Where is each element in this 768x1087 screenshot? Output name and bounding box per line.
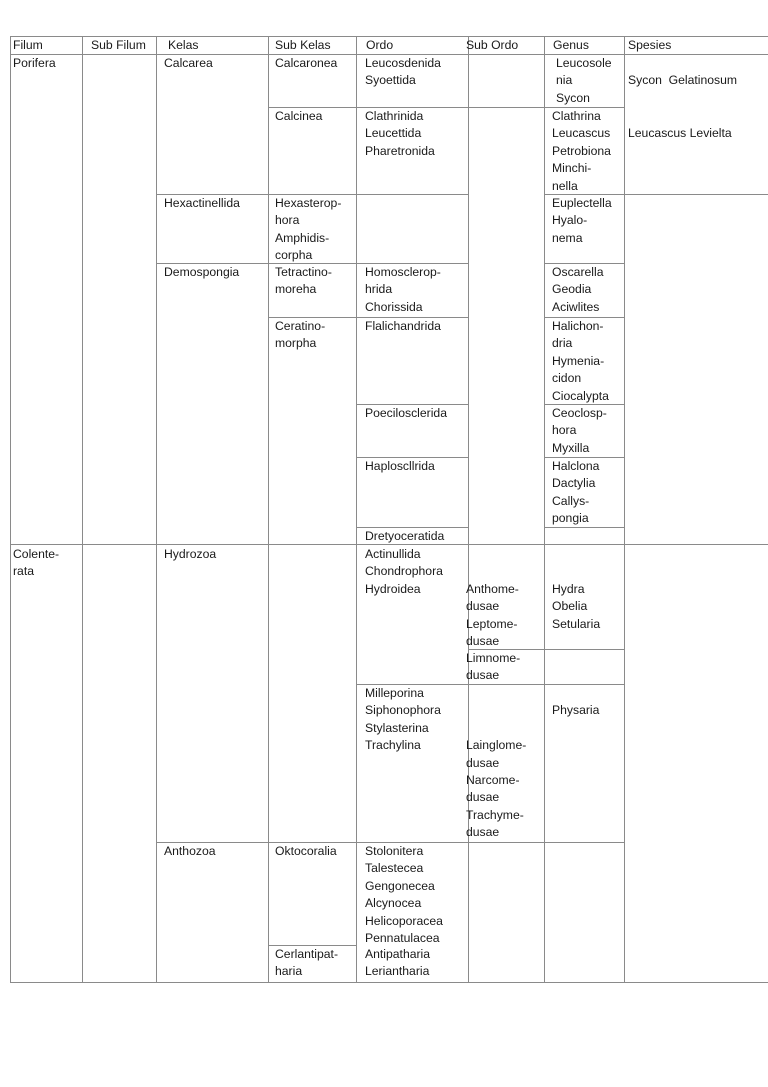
ordo-line: Gengonecea	[365, 878, 435, 893]
genus-line: Ceoclosp-	[552, 406, 607, 420]
col-border	[544, 36, 545, 982]
genus-line: hora	[552, 423, 577, 438]
ordo-line: Actinullida	[365, 547, 421, 561]
ordo-poecilosclerida: Poecilosclerida	[365, 406, 447, 420]
genus-line: Hyalo-	[552, 213, 588, 228]
genus-line: Leucascus	[552, 126, 611, 141]
kelas-hexactinellida: Hexactinellida	[164, 196, 240, 210]
genus-line: Ciocalypta	[552, 388, 609, 403]
ordo-line: Helicoporacea	[365, 913, 443, 928]
ordo-line: Hydroidea	[365, 581, 421, 596]
ordo-line: hrida	[365, 282, 393, 297]
sub-ordo-line: dusae	[466, 790, 500, 805]
ordo-line: Alcynocea	[365, 896, 422, 911]
filum-porifera: Porifera	[13, 56, 56, 70]
genus-line: dria	[552, 336, 573, 351]
col-border	[356, 36, 357, 982]
sub-kelas-line: Amphidis-	[275, 230, 330, 245]
ordo-dretyoceratida: Dretyoceratida	[365, 529, 445, 543]
sub-kelas-line: haria	[275, 964, 303, 979]
col-border	[268, 36, 269, 982]
sub-ordo-line: dusae	[466, 599, 500, 614]
col-border	[624, 36, 625, 982]
genus-line: Leucosole	[556, 56, 612, 70]
ordo-line: Chorissida	[365, 299, 423, 314]
genus-line: Euplectella	[552, 196, 612, 210]
genus-line: Clathrina	[552, 109, 601, 123]
ordo-line: Milleporina	[365, 686, 424, 700]
sub-kelas-calcinea: Calcinea	[275, 109, 323, 123]
sub-ordo-line: Narcome-	[466, 773, 520, 787]
sub-ordo-line: dusae	[466, 755, 500, 770]
header-genus: Genus	[553, 38, 589, 52]
ordo-line: Leucettida	[365, 126, 422, 141]
genus-line: Setularia	[552, 616, 601, 631]
ordo-line: Talestecea	[365, 861, 424, 876]
header-filum: Filum	[13, 38, 43, 52]
genus-line: Oscarella	[552, 265, 604, 279]
header-ordo: Ordo	[366, 38, 394, 52]
ordo-line: Leriantharia	[365, 964, 430, 979]
sub-kelas-oktocoralia: Oktocoralia	[275, 844, 337, 858]
sub-kelas-line: Hexasterop-	[275, 196, 342, 210]
header-spesies: Spesies	[628, 38, 672, 52]
sub-ordo-line: Limnome-	[466, 651, 521, 665]
genus-line: Halclona	[552, 459, 600, 473]
sub-kelas-line: corpha	[275, 248, 313, 263]
genus-line: nema	[552, 230, 583, 245]
kelas-anthozoa: Anthozoa	[164, 844, 216, 858]
genus-line: Obelia	[552, 599, 588, 614]
col-border	[10, 36, 11, 982]
genus-line: Petrobiona	[552, 143, 611, 158]
sub-kelas-line: Cerlantipat-	[275, 947, 338, 961]
sub-ordo-line: dusae	[466, 825, 500, 840]
header-kelas: Kelas	[168, 38, 199, 52]
genus-line: Myxilla	[552, 440, 590, 455]
ordo-line: Siphonophora	[365, 703, 441, 718]
table-bottom-border	[10, 982, 768, 983]
genus-line: Minchi-	[552, 161, 592, 176]
ordo-line: Pennatulacea	[365, 931, 440, 945]
ordo-line: Homosclerop-	[365, 265, 441, 279]
ordo-flalichandrida: Flalichandrida	[365, 319, 441, 333]
sub-ordo-line: Leptome-	[466, 616, 518, 631]
sub-ordo-line: dusae	[466, 634, 500, 648]
kelas-calcarea: Calcarea	[164, 56, 213, 70]
ordo-line: Syoettida	[365, 73, 416, 88]
sub-kelas-calcaronea: Calcaronea	[275, 56, 338, 70]
sub-ordo-line: Lainglome-	[466, 738, 527, 753]
genus-line: Hydra	[552, 581, 585, 596]
sub-kelas-line: Tetractino-	[275, 265, 332, 279]
genus-physaria: Physaria	[552, 703, 600, 718]
sub-ordo-line: dusae	[466, 668, 500, 683]
kelas-demospongia: Demospongia	[164, 265, 240, 279]
sub-kelas-line: morpha	[275, 336, 317, 351]
genus-line: pongia	[552, 511, 589, 526]
genus-line: Dactylia	[552, 476, 596, 491]
ordo-haploscllrida: Haploscllrida	[365, 459, 435, 473]
ordo-line: Clathrinida	[365, 109, 424, 123]
filum-line: Colente-	[13, 547, 60, 561]
spesies-leucascus-levielta: Leucascus Levielta	[628, 126, 732, 141]
header-sub-kelas: Sub Kelas	[275, 38, 331, 52]
genus-line: cidon	[552, 371, 582, 386]
spesies-sycon-gelatinosum: Sycon Gelatinosum	[628, 73, 738, 88]
ordo-line: Antipatharia	[365, 947, 431, 961]
genus-line: Callys-	[552, 493, 590, 508]
col-border	[82, 36, 83, 982]
genus-line: nia	[556, 73, 573, 88]
ordo-line: Stolonitera	[365, 844, 424, 858]
genus-line: Geodia	[552, 282, 592, 297]
sub-ordo-line: Trachyme-	[466, 807, 524, 822]
sub-kelas-line: moreha	[275, 282, 317, 297]
ordo-line: Trachylina	[365, 738, 421, 753]
genus-line: Sycon	[556, 90, 590, 105]
sub-kelas-line: hora	[275, 213, 300, 228]
ordo-line: Stylasterina	[365, 720, 429, 735]
ordo-line: Chondrophora	[365, 564, 443, 579]
col-border	[156, 36, 157, 982]
header-sub-filum: Sub Filum	[91, 38, 146, 52]
genus-line: Aciwlites	[552, 299, 600, 314]
sub-ordo-line: Anthome-	[466, 581, 519, 596]
filum-line: rata	[13, 564, 35, 579]
genus-line: Halichon-	[552, 319, 604, 333]
sub-kelas-line: Ceratino-	[275, 319, 326, 333]
genus-line: Hymenia-	[552, 353, 605, 368]
header-sub-ordo: Sub Ordo	[466, 38, 519, 52]
ordo-line: Leucosdenida	[365, 56, 441, 70]
kelas-hydrozoa: Hydrozoa	[164, 547, 217, 561]
ordo-line: Pharetronida	[365, 143, 435, 158]
genus-line: nella	[552, 178, 578, 193]
